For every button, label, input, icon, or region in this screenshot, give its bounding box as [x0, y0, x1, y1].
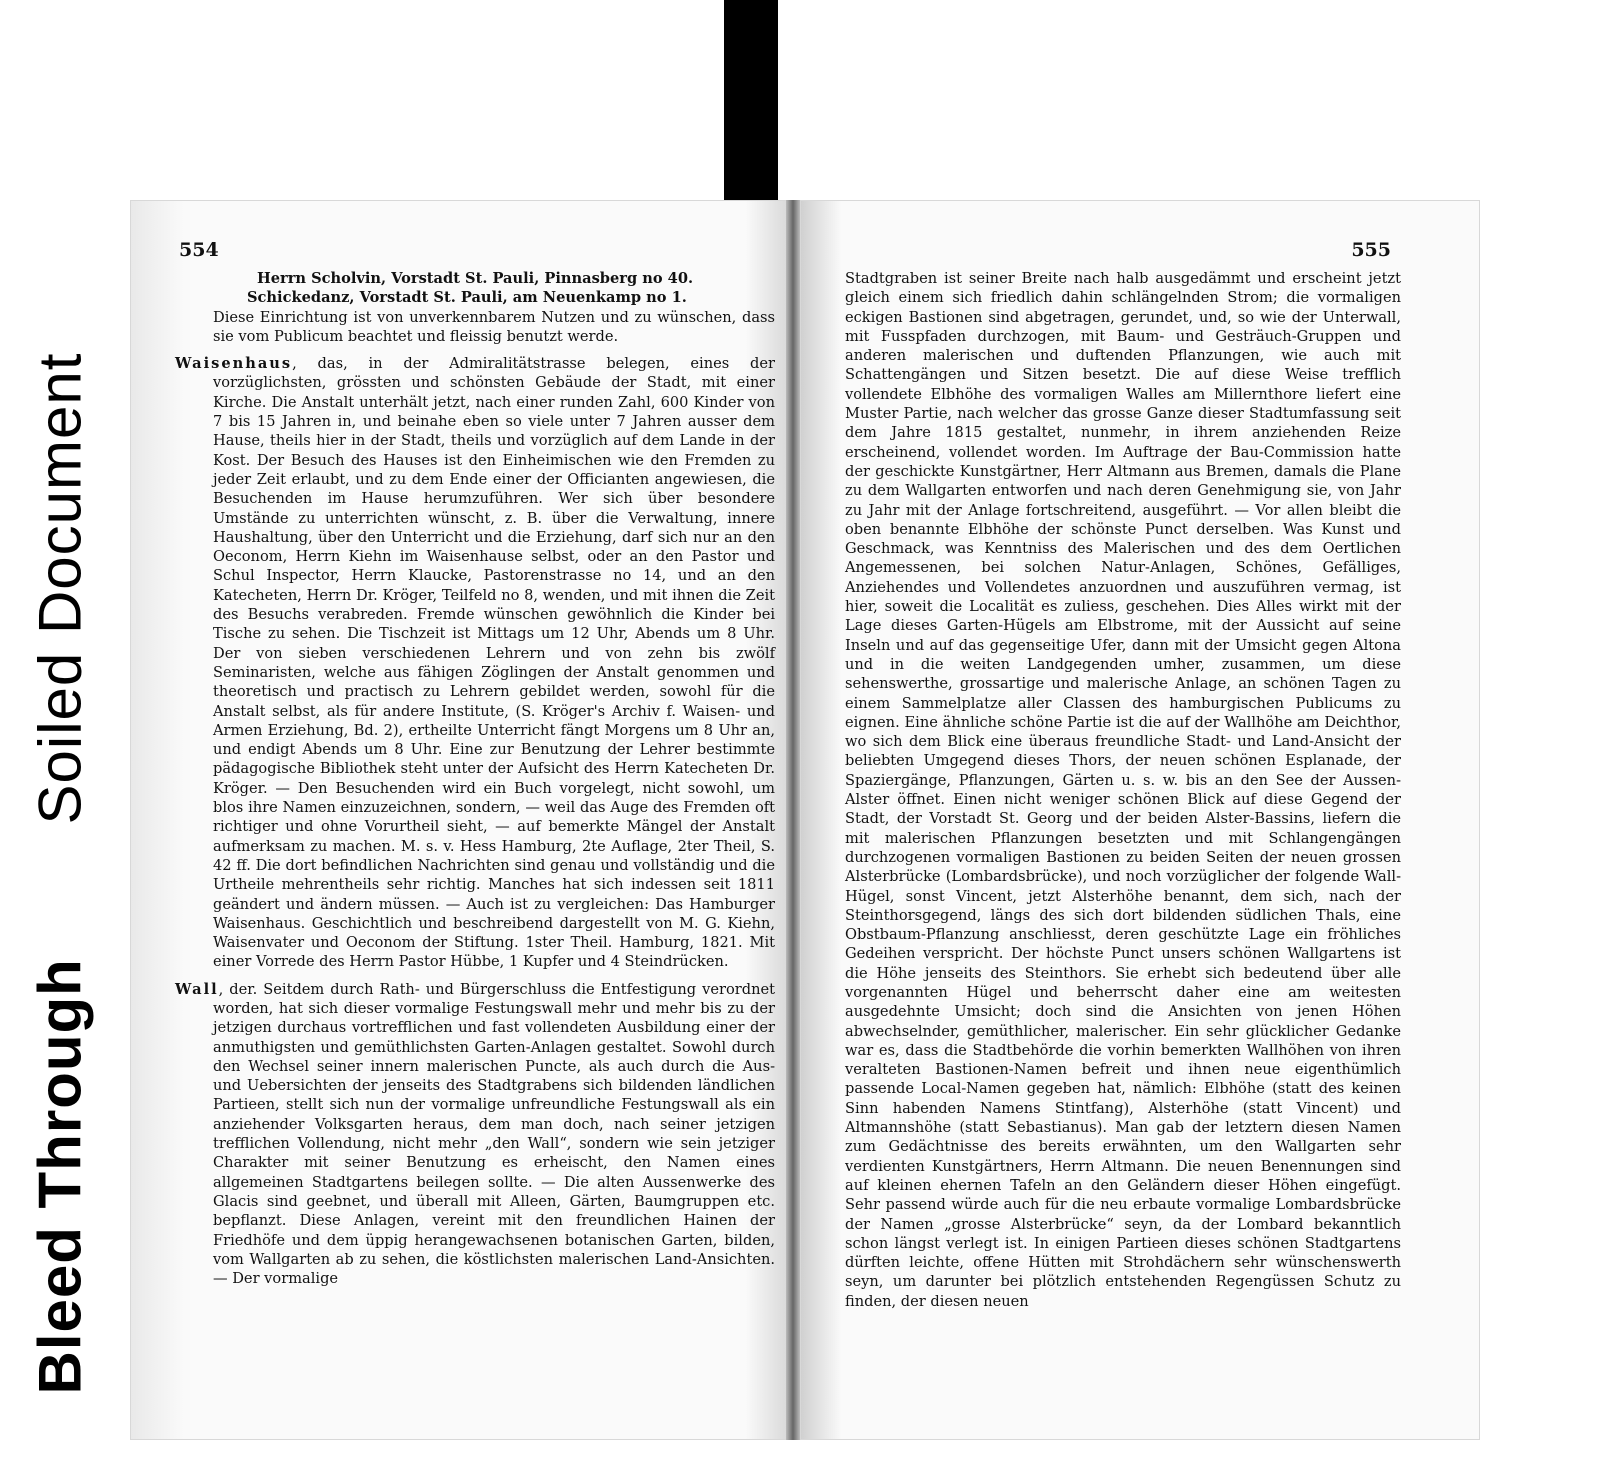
entry-headword: Wall	[175, 980, 219, 998]
left-page-number: 554	[179, 239, 219, 261]
soiled-document-label: Soiled Document	[26, 352, 94, 825]
book-binding	[724, 0, 778, 210]
entry-wall	[175, 980, 775, 1289]
spine-shadow	[786, 200, 800, 1440]
side-labels	[0, 340, 130, 1420]
right-page-number: 555	[1351, 239, 1391, 261]
right-page	[800, 200, 1480, 1440]
entry-headword: Waisenhaus	[175, 355, 293, 373]
left-page	[130, 200, 800, 1440]
entry-body: , das, in der Admiralitätstrasse belegen, eines der vorzüglichsten, grössten und schönsten Gebäude der Stadt, mit einer Kirche. Die Anstalt unterhält jetzt, nach einer runden Zahl, 600 Kinder von 7 bis 15 Jahren in, und beinahe eben so viele unter 7 Jahren ausser dem Hause, theils hier in der Stadt, theils und vorzüglich auf dem Lande in der Kost. Der Besuch des Hauses ist den Einheimischen wie den Fremden zu jeder Zeit erlaubt, und zu dem Ende einer der Officianten angewiesen, die Besuchenden im Hause herumzuführen. Wer sich über besondere Umstände zu unterrichten wünscht, z. B. über die Verwaltung, innere Haushaltung, über den Unterricht und die Erziehung, darf sich nur an den Oeconom, Herrn Kiehn im Waisenhause selbst, oder an den Pastor und Schul Inspector, Herrn Klaucke, Pastorenstrasse no 14, und an den Katecheten, Herrn Dr. Kröger, Teilfeld no 8, wenden, und mit ihnen die Zeit des Besuchs verabreden. Fremde wünschen gewöhnlich die Kinder bei Tische zu sehen. Die Tischzeit ist Mittags um 12 Uhr, Abends um 8 Uhr. Der von sieben verschiedenen Lehrern und von zehn bis zwölf Seminaristen, welche aus fähigen Zöglingen der Anstalt genommen und theoretisch und practisch zu Lehrern gebildet werden, sowohl für die Anstalt selbst, als für andere Institute, (S. Kröger's Archiv f. Waisen- und Armen Erziehung, Bd. 2), ertheilte Unterricht fängt Morgens um 8 Uhr an, und endigt Abends um 8 Uhr. Eine zur Benutzung der Lehrer bestimmte pädagogische Bibliothek steht unter der Aufsicht des Herrn Katecheten Dr. Kröger. — Den Besuchenden wird ein Buch vorgelegt, nicht sowohl, um blos ihre Namen einzuzeichnen, sondern, — weil das Auge des Fremden oft richtiger und ohne Vorurtheil sieht, — auf bemerkte Mängel der Anstalt aufmerksam zu machen. M. s. v. Hess Hamburg, 2te Auflage, 2ter Theil, S. 42 ff. Die dort befindlichen Nachrichten sind genau und vollständig und die Urtheile mehrentheils sehr richtig. Manches hat sich indessen seit 1811 geändert und ändern müssen. — Auch ist zu vergleichen: Das Hamburger Waisenhaus. Geschichtlich und beschreibend dargestellt von M. G. Kiehn, Waisenvater und Oeconom der Stiftung. 1ster Theil. Hamburg, 1821. Mit einer Vorrede des Herrn Pastor Hübbe, 1 Kupfer und 4 Steindrücken.	[213, 355, 775, 971]
header-line-2: Schickedanz, Vorstadt St. Pauli, am Neuenkamp no 1.	[247, 289, 687, 307]
header-line-1: Herrn Scholvin, Vorstadt St. Pauli, Pinnasberg no 40.	[256, 270, 694, 287]
entry-body: , der. Seitdem durch Rath- und Bürgerschluss die Entfestigung verordnet worden, hat sich dieser vormalige Festungswall mehr und mehr bis zu der jetzigen durchaus vortrefflichen und fast vollendeten Ausbildung einer der anmuthigsten und gemüthlichsten Garten-Anlagen gestaltet. Sowohl durch den Wechsel seiner innern malerischen Puncte, als auch durch die Aus- und Uebersichten der jenseits des Stadtgrabens sich bildenden ländlichen Partieen, stellt sich nun der vormalige unfreundliche Festungswall als ein anziehender Volksgarten heraus, dem man doch, nach seiner jetzigen trefflichen Vollendung, nicht mehr „den Wall“, sondern wie sein jetziger Charakter mit seiner Benutzung es erheischt, den Namen eines allgemeinen Stadtgartens beilegen sollte. — Die alten Aussenwerke des Glacis sind geebnet, und überall mit Alleen, Gärten, Baumgruppen etc. bepflanzt. Diese Anlagen, vereint mit den freundlichen Hainen der Friedhöfe und dem üppig herangewachsenen botanischen Garten, bilden, vom Wallgarten ab zu sehen, die köstlichsten malerischen Land-Ansichten. — Der vormalige	[213, 980, 775, 1288]
right-page-text	[845, 269, 1401, 1311]
left-page-text	[175, 269, 775, 1288]
header-paragraph: Diese Einrichtung ist von unverkennbarem Nutzen und zu wünschen, dass sie vom Publicum beachtet und fleissig benutzt werde.	[213, 308, 775, 345]
right-page-body: Stadtgraben ist seiner Breite nach halb ausgedämmt und erscheint jetzt gleich einem sich friedlich dahin schlängelnden Strom; die vormaligen eckigen Bastionen sind abgetragen, gerundet, und, so wie der Unterwall, mit Fusspfaden durchzogen, mit Baum- und Gesträuch-Gruppen und anderen malerischen und duftenden Pflanzungen, wie auch mit Schattengängen und Sitzen besetzt. Die auf diese Weise trefflich vollendete Elbhöhe des vormaligen Walles am Millernthore liefert eine Muster Partie, nach welcher das grosse Ganze dieser Stadtumfassung seit dem Jahre 1815 gestaltet, nunmehr, in ihrem anziehenden Reize erscheinend, vollendet worden. Im Auftrage der Bau-Commission hatte der geschickte Kunstgärtner, Herr Altmann aus Bremen, damals die Plane zu dem Wallgarten entworfen und nach deren Genehmigung sie, von Jahr zu Jahr mit der Anlage fortschreitend, ausgeführt. — Vor allen bleibt die oben benannte Elbhöhe der schönste Punct derselben. Was Kunst und Geschmack, was Kenntniss des Malerischen und des dem Oertlichen Angemessenen, bei solchen Natur-Anlagen, Schönes, Gefälliges, Anziehendes und Vollendetes anzuordnen und auszuführen vermag, ist hier, soweit die Localität es zuliess, geschehen. Dies Alles wirkt mit der Lage dieses Garten-Hügels am Elbstrome, mit der Aussicht auf seine Inseln und auf das gegenseitige Ufer, dann mit der Umsicht gegen Altona und in die weiten Landgegenden umher, zusammen, um diese sehenswerthe, grossartige und malerische Anlage, an schönen Tagen zu einem Sammelplatze aller Classen des hamburgischen Publicums zu eignen. Eine ähnliche schöne Partie ist die auf der Wallhöhe am Deichthor, wo sich dem Blick eine überaus freundliche Stadt- und Land-Ansicht der beliebten Umgegend dieses Thors, der neuen schönen Esplanade, der Spaziergänge, Pflanzungen, Gärten u. s. w. bis an den See der Aussen-Alster öffnet. Einen nicht weniger schönen Blick auf diese Gegend der Stadt, der Vorstadt St. Georg und der beiden Alster-Bassins, liefern die mit malerischen Pflanzungen besetzten und mit Schlangengängen durchzogenen vormaligen Bastionen zu beiden Seiten der neuen grossen Alsterbrücke (Lombardsbrücke), und noch vorzüglicher der folgende Wall-Hügel, sonst Vincent, jetzt Alsterhöhe benannt, dem sich, nach der Steinthorsgegend, längs des sich dort bildenden südlichen Thals, eine Obstbaum-Pflanzung anschliesst, deren geschützte Lage ein fröhliches Gedeihen verspricht. Der höchste Punct unsers schönen Wallgartens ist die Höhe jenseits des Steinthors. Sie erhebt sich bedeutend über alle vorgenannten Hügel und beherrscht daher eine am weitesten ausgedehnte Umsicht; doch sind die Ansichten von jenen Höhen abwechselnder, gemüthlicher, malerischer. Ein sehr glücklicher Gedanke war es, dass die Stadtbehörde die vorhin bemerkten Wallhöhen von ihren veralteten Bastionen-Namen befreit und ihnen neue eigenthümlich passende Local-Namen gegeben hat, nämlich: Elbhöhe (statt des keinen Sinn habenden Namens Stintfang), Alsterhöhe (statt Vincent) und Altmannshöhe (statt Sebastianus). Man gab der letztern diesen Namen zum Gedächtnisse des bereits erwähnten, um den Wallgarten sehr verdienten Kunstgärtners, Herrn Altmann. Die neuen Benennungen sind auf kleinen ehernen Tafeln an den Geländern dieser Höhen eingefügt. Sehr passend würde auch für die neu erbaute vormalige Lombardsbrücke der Namen „grosse Alsterbrücke“ seyn, da der Lombard bekanntlich schon längst verlegt ist. In einigen Partieen dieses schönen Stadtgartens dürften leichte, offene Hütten mit Strohdächern sehr wünschenswerth seyn, um darunter bei plötzlich entstehenden Regengüssen Schutz zu finden, der diesen neuen	[845, 270, 1401, 1310]
bleed-through-label: Bleed Through	[26, 958, 94, 1395]
entry-waisenhaus	[175, 354, 775, 972]
